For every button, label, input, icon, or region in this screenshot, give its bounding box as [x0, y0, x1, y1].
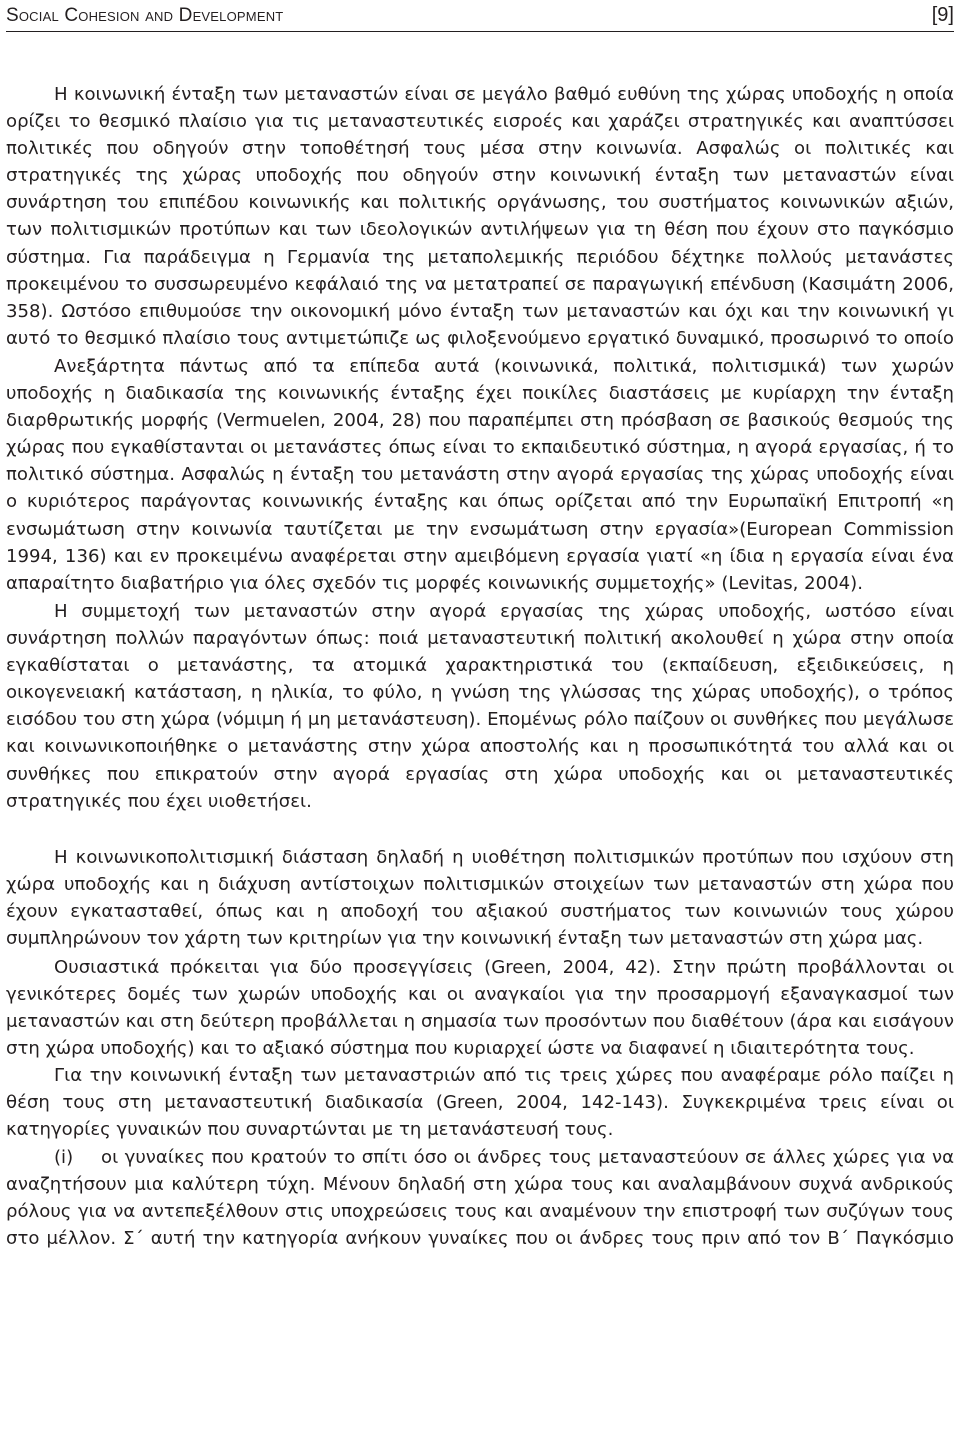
- paragraph: Η συμμετοχή των μεταναστών στην αγορά εργασίας της χώρας υποδοχής, ωστόσο είναι συνάρτηση πολλών παραγόντων όπως: ποιά μεταναστευτική πολιτική ακολουθεί η χώρα στην οποία εγκαθίσταται ο μετανάστης, τα ατομικά χαρακτηριστικά του (εκπαίδευση, εξειδικεύσεις, η οικογενειακή κατάσταση, η ηλικία, το φύλο, η γνώση της γλώσσας της χώρας υποδοχής), ο τρόπος εισόδου του στη χώρα (νόμιμη ή μη μετανάστευση). Επομένως ρόλο παίζουν οι συνθήκες που μεγάλωσε και κοινωνικοποιήθηκε ο μετανάστης στην χώρα αποστολής και η προσωπικότητά του αλλά και οι συνθήκες που επικρατούν στην αγορά εργασίας στη χώρα υποδοχής και οι μεταναστευτικές στρατηγικές που έχει υιοθετήσει.: [6, 601, 954, 812]
- paragraph: Η κοινωνικοπολιτισμική διάσταση δηλαδή η υιοθέτηση πολιτισμικών προτύπων που ισχύουν στη χώρα υποδοχής και η διάχυση αντίστοιχων πολιτισμικών στοιχείων των μεταναστών στη χώρα που έχουν εγκατασταθεί, όπως και η αποδοχή του αξιακού συστήματος των κοινωνιών τους χώρου συμπληρώνουν τον χάρτη των κριτηρίων για την κοινωνική ένταξη των μεταναστών στη χώρα μας.: [6, 847, 954, 950]
- paragraph: Για την κοινωνική ένταξη των μεταναστριών από τις τρεις χώρες που αναφέραμε ρόλο παίζει η θέση τους στη μεταναστευτική διαδικασία (Green, 2004, 142-143). Συγκεκριμένα τρεις είναι οι κατηγορίες γυναικών που συναρτώνται με τη μετανάστευσή τους.: [6, 1065, 954, 1141]
- list-item-label: (i): [54, 1147, 74, 1168]
- running-head: Social Cohesion and Development: [6, 5, 284, 26]
- list-item-text: οι γυναίκες που κρατούν το σπίτι όσο οι άνδρες τους μεταναστεύουν σε άλλες χώρες για να αναζητήσουν μια καλύτερη τύχη. Μένουν δηλαδή στη χώρα τους και αναλαμβάνουν συχνά ανδρικούς ρόλους για να αντεπεξέλθουν στις υποχρεώσεις τους και αναμένουν την επιστροφή των συζύγων τους στο μέλλον. Σ΄ αυτή την κατηγορία ανήκουν γυναίκες που οι άνδρες τους πριν από τον Β΄ Παγκόσμιο: [6, 1147, 954, 1250]
- page-header: [6, 0, 954, 34]
- paragraph: Ανεξάρτητα πάντως από τα επίπεδα αυτά (κοινωνικά, πολιτικά, πολιτισμικά) των χωρών υποδοχής η διαδικασία της κοινωνικής ένταξης έχει ποικίλες διαστάσεις με κυρίαρχη την ένταξη διαρθρωτικής μορφής (Vermuelen, 2004, 28) που παραπέμπει στη πρόσβαση σε βασικούς θεσμούς της χώρας που εγκαθίστανται οι μετανάστες όπως είναι το εκπαιδευτικό σύστημα, η αγορά εργασίας, ή το πολιτικό σύστημα. Ασφαλώς η ένταξη του μετανάστη στην αγορά εργασίας της χώρας υποδοχής είναι ο κυριότερος παράγοντας κοινωνικής ένταξης και όπως ορίζεται από την Ευρωπαϊκή Επιτροπή «η ενσωμάτωση στην κοινωνία ταυτίζεται με την ενσωμάτωση στην εργασία»(European Commission 1994, 136) και εν προκειμένω αναφέρεται στην αμειβόμενη εργασία γιατί «η ίδια η εργασία είναι ένα απαραίτητο διαβατήριο για όλες σχεδόν τις μορφές κοινωνικής συμμετοχής» (Levitas, 2004).: [6, 356, 954, 594]
- paragraph: Η κοινωνική ένταξη των μεταναστών είναι σε μεγάλο βαθμό ευθύνη της χώρας υποδοχής η οποία ορίζει το θεσμικό πλαίσιο για τις μεταναστευτικές εισροές και χαράζει στρατηγικές και αναπτύσσει πολιτικές που οδηγούν στην τοποθέτησή τους μέσα στην κοινωνία. Ασφαλώς οι πολιτικές και στρατηγικές της χώρας υποδοχής που οδηγούν στην κοινωνική ένταξη των μεταναστών είναι συνάρτηση του επιπέδου κοινωνικής και πολιτικής οργάνωσης, του συστήματος κοινωνικών αξιών, των πολιτισμικών προτύπων και των ιδεολογικών αντιλήψεων για τη θέση που έχουν στο παγκόσμιο σύστημα. Για παράδειγμα η Γερμανία της μεταπολεμικής περιόδου δέχτηκε πολλούς μετανάστες προκειμένου το συσσωρευμένο κεφάλαιό της να μετατραπεί σε παραγωγική επένδυση (Κασιμάτη 2006, 358). Ωστόσο επιθυμούσε την οικονομική μόνο ένταξη των μεταναστών και όχι και την κοινωνική γι αυτό το θεσμικό πλαίσιο τους αντιμετώπιζε ως φιλοξενούμενο εργατικό δυναμικό, προσωρινό το οποίο: [6, 84, 954, 349]
- paragraph: Ουσιαστικά πρόκειται για δύο προσεγγίσεις (Green, 2004, 42). Στην πρώτη προβάλλονται οι γενικότερες δομές των χωρών υποδοχής και οι αναγκαίοι για την προσαρμογή εξαναγκασμοί των μεταναστών και στη δεύτερη προβάλλεται η σημασία των προσόντων που διαθέτουν (άρα και εισάγουν στη χώρα υποδοχής) και το αξιακό σύστημα που κυριαρχεί ώστε να διαφανεί η ιδιαιτερότητα τους.: [6, 957, 954, 1060]
- body-text: [6, 81, 954, 1254]
- list-item: [6, 1144, 954, 1254]
- page-number: [9]: [931, 4, 954, 26]
- header-rule: [6, 31, 954, 32]
